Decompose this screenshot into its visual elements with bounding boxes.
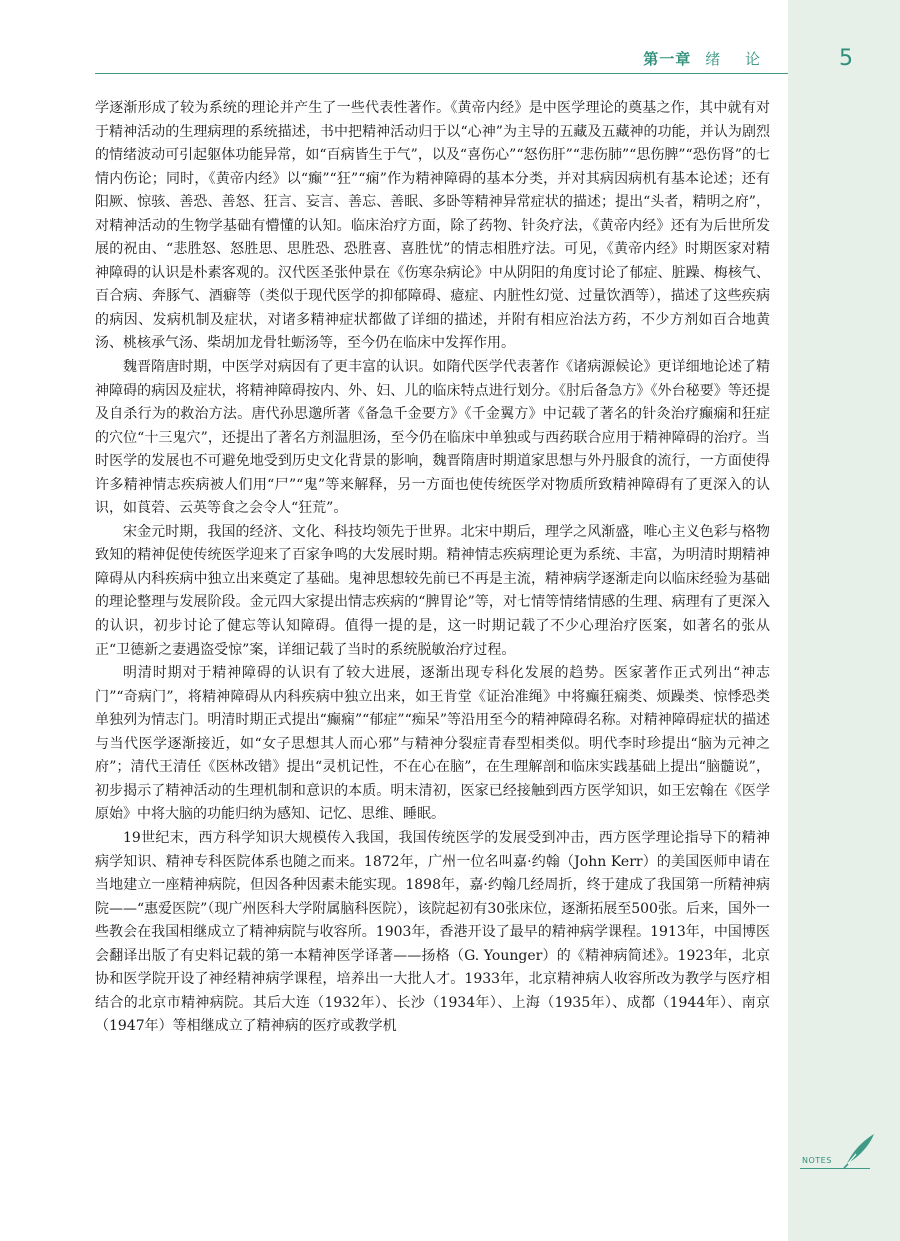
header-rule	[95, 73, 788, 74]
paragraph: 学逐渐形成了较为系统的理论并产生了一些代表性著作。《黄帝内经》是中医学理论的奠基之作，其中就有对于精神活动的生理病理的系统描述，书中把精神活动归于以“心神”为主导的五藏及五藏神的功能，并认为剧烈的情绪波动可引起躯体功能异常，如“百病皆生于气”，以及“喜伤心”“怒伤肝”“悲伤肺”“思伤脾”“恐伤肾”的七情内伤论；同时，《黄帝内经》以“癫”“狂”“痫”作为精神障碍的基本分类，并对其病因病机有基本论述；还有阳厥、惊骇、善恐、善怒、狂言、妄言、善忘、善眠、多卧等精神异常症状的描述；提出“头者，精明之府”，对精神活动的生物学基础有懵懂的认知。临床治疗方面，除了药物、针灸疗法，《黄帝内经》还有为后世所发展的祝由、“悲胜怒、怒胜思、思胜恐、恐胜喜、喜胜忧”的情志相胜疗法。可见，《黄帝内经》时期医家对精神障碍的认识是朴素客观的。汉代医圣张仲景在《伤寒杂病论》中从阴阳的角度讨论了郁症、脏躁、梅核气、百合病、奔豚气、酒癖等（类似于现代医学的抑郁障碍、癔症、内脏性幻觉、过量饮酒等），描述了这些疾病的病因、发病机制及症状，对诸多精神症状都做了详细的描述，并附有相应治法方药，不少方剂如百合地黄汤、桃核承气汤、柴胡加龙骨牡蛎汤等，至今仍在临床中发挥作用。	[95, 100, 770, 352]
chapter-title: 绪 论	[705, 50, 770, 68]
quill-pen-icon	[840, 1130, 880, 1170]
notes-marker	[800, 1128, 886, 1174]
paragraph: 明清时期对于精神障碍的认识有了较大进展，逐渐出现专科化发展的趋势。医家著作正式列出“神志门”“奇病门”，将精神障碍从内科疾病中独立出来，如王肯堂《证治准绳》中将癫狂痫类、烦躁类、惊悸恐类单独列为情志门。明清时期正式提出“癫痫”“郁症”“痴呆”等沿用至今的精神障碍名称。对精神障碍症状的描述与当代医学逐渐接近，如“女子思想其人而心邪”与精神分裂症青春型相类似。明代李时珍提出“脑为元神之府”；清代王清任《医林改错》提出“灵机记性，不在心在脑”，在生理解剖和临床实践基础上提出“脑髓说”，初步揭示了精神活动的生理机制和意识的本质。明末清初，医家已经接触到西方医学知识，如王宏翰在《医学原始》中将大脑的功能归纳为感知、记忆、思维、睡眠。	[95, 665, 770, 823]
running-header	[643, 48, 770, 69]
side-notes-panel	[788, 0, 900, 1241]
body-text	[95, 97, 770, 1039]
paragraph: 魏晋隋唐时期，中医学对病因有了更丰富的认识。如隋代医学代表著作《诸病源候论》更详细地论述了精神障碍的病因及症状，将精神障碍按内、外、妇、儿的临床特点进行划分。《肘后备急方》《外台秘要》等还提及自杀行为的救治方法。唐代孙思邈所著《备急千金要方》《千金翼方》中记载了著名的针灸治疗癫痫和狂症的穴位“十三鬼穴”，还提出了著名方剂温胆汤，至今仍在临床中单独或与西药联合应用于精神障碍的治疗。当时医学的发展也不可避免地受到历史文化背景的影响，魏晋隋唐时期道家思想与外丹服食的流行，一方面使得许多精神情志疾病被人们用“尸”“鬼”等来解释，另一方面也使传统医学对物质所致精神障碍有了更深入的认识，如莨菪、云英等食之会令人“狂荒”。	[95, 359, 770, 517]
paragraph: 19世纪末，西方科学知识大规模传入我国，我国传统医学的发展受到冲击，西方医学理论指导下的精神病学知识、精神专科医院体系也随之而来。1872年，广州一位名叫嘉·约翰（John Kerr）的美国医师申请在当地建立一座精神病院，但因各种因素未能实现。1898年，嘉·约翰几经周折，终于建成了我国第一所精神病院——“惠爱医院”（现广州医科大学附属脑科医院），该院起初有30张床位，逐渐拓展至500张。后来，国外一些教会在我国相继成立了精神病院与收容所。1903年，香港开设了最早的精神病学课程。1913年，中国博医会翻译出版了有史料记载的第一本精神医学译著——扬格（G. Younger）的《精神病简述》。1923年，北京协和医学院开设了神经精神病学课程，培养出一大批人才。1933年，北京精神病人收容所改为教学与医疗相结合的北京市精神病院。其后大连（1932年）、长沙（1934年）、上海（1935年）、成都（1944年）、南京（1947年）等相继成立了精神病的医疗或教学机	[95, 829, 770, 1035]
page-number: 5	[839, 46, 853, 71]
paragraph: 宋金元时期，我国的经济、文化、科技均领先于世界。北宋中期后，理学之风渐盛，唯心主义色彩与格物致知的精神促使传统医学迎来了百家争鸣的大发展时期。精神情志疾病理论更为系统、丰富，为明清时期精神障碍从内科疾病中独立出来奠定了基础。鬼神思想较先前已不再是主流，精神病学逐渐走向以临床经验为基础的理论整理与发展阶段。金元四大家提出情志疾病的“脾胃论”等，对七情等情绪情感的生理、病理有了更深入的认识，初步讨论了健忘等认知障碍。值得一提的是，这一时期记载了不少心理治疗医案，如著名的张从正“卫德新之妻遇盗受惊”案，详细记载了当时的系统脱敏治疗过程。	[95, 523, 770, 658]
chapter-label: 第一章	[643, 50, 692, 68]
notes-label: NOTES	[802, 1156, 832, 1165]
